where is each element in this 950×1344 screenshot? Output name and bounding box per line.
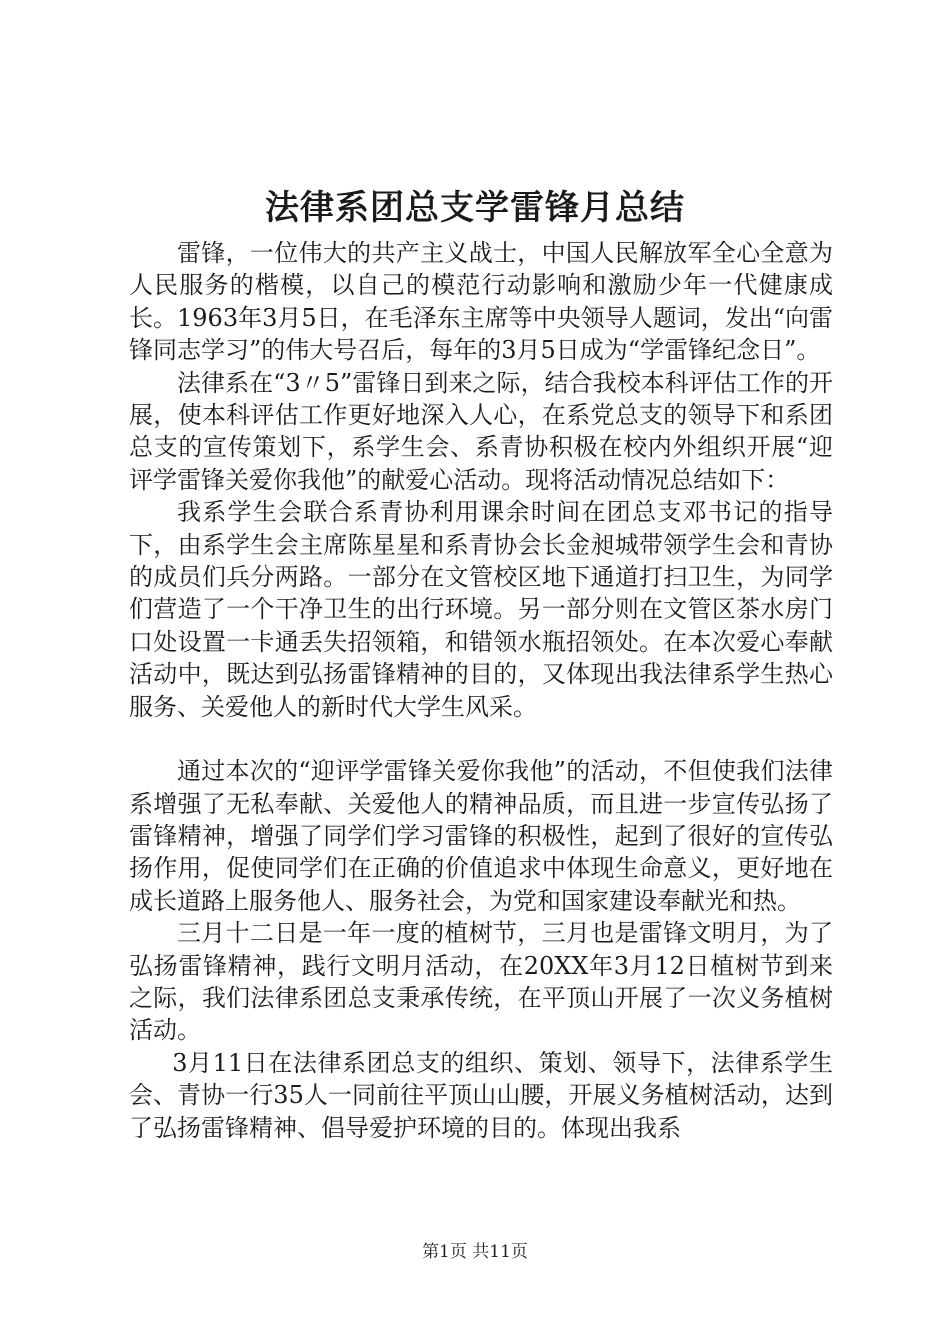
paragraph-3: 我系学生会联合系青协利用课余时间在团总支邓书记的指导下，由系学生会主席陈星星和系青协会长金昶城带领学生会和青协的成员们兵分两路。一部分在文管校区地下通道打扫卫生，为同学们营造了一个干净卫生的出行环境。另一部分则在文管区茶水房门口处设置一卡通丢失招领箱，和错领水瓶招领处。在本次爱心奉献活动中，既达到弘扬雷锋精神的目的，又体现出我法律系学生热心服务、关爱他人的新时代大学生风采。 [129,498,833,721]
document-title: 法律系团总支学雷锋月总结 [265,188,685,228]
paragraph-4: 通过本次的“迎评学雷锋关爱你我他”的活动，不但使我们法律系增强了无私奉献、关爱他人的精神品质，而且进一步宣传弘扬了雷锋精神，增强了同学们学习雷锋的积极性，起到了很好的宣传弘扬作用，促使同学们在正确的价值追求中体现生命意义，更好地在成长道路上服务他人、服务社会，为党和国家建设奉献光和热。 [129,757,833,915]
paragraph-1: 雷锋，一位伟大的共产主义战士，中国人民解放军全心全意为人民服务的楷模，以自己的模范行动影响和激励少年一代健康成长。1963年3月5日，在毛泽东主席等中央领导人题词，发出“向雷锋同志学习”的伟大号召后，每年的3月5日成为“学雷锋纪念日”。 [129,239,833,365]
page-number-footer: 第1页 共11页 [422,1242,528,1262]
paragraph-6: 3月11日在法律系团总支的组织、策划、领导下，法律系学生会、青协一行35人一同前往平顶山山腰，开展义务植树活动，达到了弘扬雷锋精神、倡导爱护环境的目的。体现出我系 [129,1048,833,1142]
paragraph-2: 法律系在“3〃5”雷锋日到来之际，结合我校本科评估工作的开展，使本科评估工作更好地深入人心，在系党总支的领导下和系团总支的宣传策划下，系学生会、系青协积极在校内外组织开展“迎评学雷锋关爱你我他”的献爱心活动。现将活动情况总结如下： [129,368,833,494]
document-body [129,237,833,1144]
paragraph-5: 三月十二日是一年一度的植树节，三月也是雷锋文明月，为了弘扬雷锋精神，践行文明月活动，在20XX年3月12日植树节到来之际，我们法律系团总支秉承传统，在平顶山开展了一次义务植树活动。 [129,919,833,1045]
paragraph-gap [129,723,833,755]
